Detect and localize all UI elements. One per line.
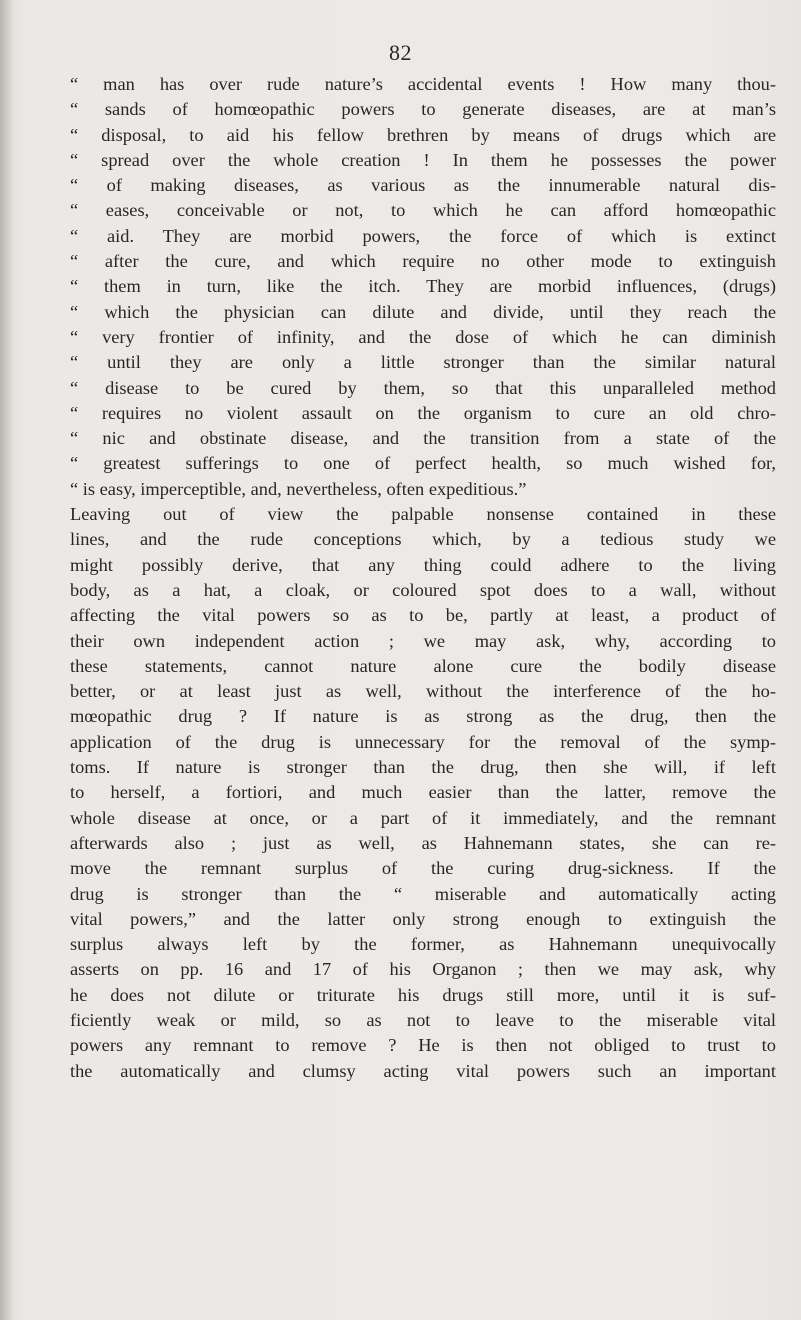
text-line: these statements, cannot nature alone cure the bodily disease: [70, 655, 776, 676]
text-line: “ of making diseases, as various as the innumerable natural dis-: [70, 175, 776, 196]
text-line: “ eases, conceivable or not, to which he can afford homœopathic: [70, 200, 776, 221]
body-text: [70, 72, 776, 1084]
text-line: surplus always left by the former, as Hahnemann unequivocally: [70, 934, 776, 955]
text-line: afterwards also ; just as well, as Hahnemann states, she can re-: [70, 832, 776, 853]
text-line: lines, and the rude conceptions which, by a tedious study we: [70, 529, 776, 550]
text-line: Leaving out of view the palpable nonsense contained in these: [70, 504, 776, 525]
text-line: “ sands of homœopathic powers to generate diseases, are at man’s: [70, 99, 776, 120]
text-line: mœopathic drug ? If nature is as strong as the drug, then the: [70, 706, 776, 727]
text-line: he does not dilute or triturate his drugs still more, until it is suf-: [70, 984, 776, 1005]
text-line: whole disease at once, or a part of it immediately, and the remnant: [70, 807, 776, 828]
text-line: “ spread over the whole creation ! In them he possesses the power: [70, 149, 776, 170]
text-line: asserts on pp. 16 and 17 of his Organon ; then we may ask, why: [70, 959, 776, 980]
text-line: the automatically and clumsy acting vital powers such an important: [70, 1060, 776, 1081]
page-number: 82: [389, 40, 412, 65]
text-line: affecting the vital powers so as to be, partly at least, a product of: [70, 605, 776, 626]
spine-shadow: [0, 0, 14, 1320]
text-line: “ requires no violent assault on the organism to cure an old chro-: [70, 402, 776, 423]
text-line: powers any remnant to remove ? He is then not obliged to trust to: [70, 1035, 776, 1056]
text-line: “ is easy, imperceptible, and, nevertheless, often expeditious.”: [70, 478, 527, 499]
text-line: “ them in turn, like the itch. They are morbid influences, (drugs): [70, 276, 776, 297]
text-line: their own independent action ; we may ask, why, according to: [70, 630, 776, 651]
text-line: “ very frontier of infinity, and the dose of which he can diminish: [70, 326, 776, 347]
text-line: move the remnant surplus of the curing drug-sickness. If the: [70, 858, 776, 879]
text-line: “ aid. They are morbid powers, the force of which is extinct: [70, 225, 776, 246]
text-line: application of the drug is unnecessary for the removal of the symp-: [70, 731, 776, 752]
text-line: might possibly derive, that any thing could adhere to the living: [70, 554, 776, 575]
text-line: “ until they are only a little stronger than the similar natural: [70, 352, 776, 373]
text-line: ficiently weak or mild, so as not to leave to the miserable vital: [70, 1009, 776, 1030]
text-line: “ which the physician can dilute and divide, until they reach the: [70, 301, 776, 322]
text-line: “ man has over rude nature’s accidental events ! How many thou-: [70, 74, 776, 94]
text-line: better, or at least just as well, without the interference of the ho-: [70, 681, 776, 702]
text-line: “ nic and obstinate disease, and the transition from a state of the: [70, 428, 776, 449]
text-line: “ disposal, to aid his fellow brethren by means of drugs which are: [70, 124, 776, 145]
text-line: drug is stronger than the “ miserable and automatically acting: [70, 883, 776, 904]
text-line: toms. If nature is stronger than the drug, then she will, if left: [70, 757, 776, 778]
text-line: “ after the cure, and which require no other mode to extinguish: [70, 251, 776, 272]
text-line: “ disease to be cured by them, so that this unparalleled method: [70, 377, 776, 398]
text-line: to herself, a fortiori, and much easier than the latter, remove the: [70, 782, 776, 803]
text-line: body, as a hat, a cloak, or coloured spot does to a wall, without: [70, 579, 776, 600]
text-line: vital powers,” and the latter only strong enough to extinguish the: [70, 908, 776, 929]
text-line: “ greatest sufferings to one of perfect health, so much wished for,: [70, 453, 776, 474]
